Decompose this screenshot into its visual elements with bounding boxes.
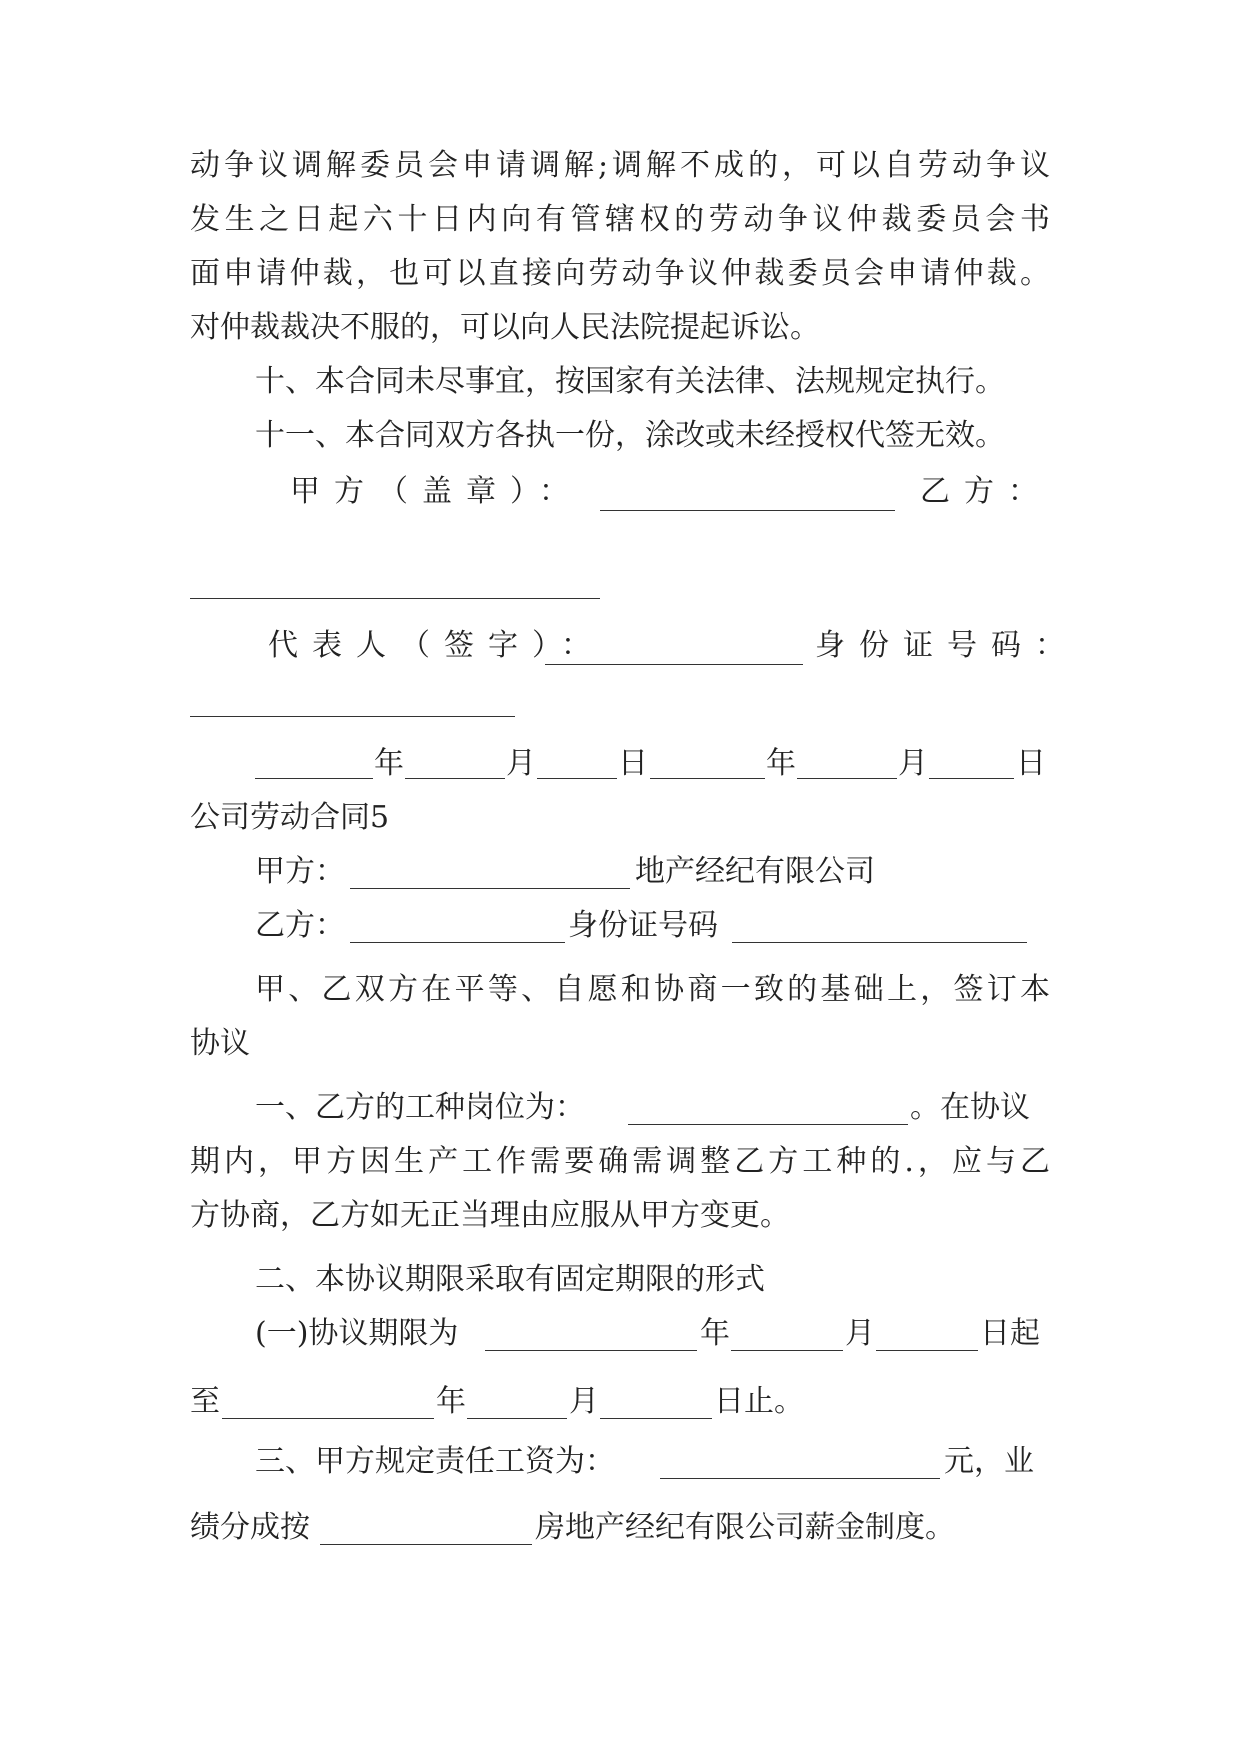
date-day-label-2: 日	[1016, 746, 1046, 781]
c5-clause2: 二、本协议期限采取有固定期限的形式	[255, 1262, 765, 1297]
id-number-label: 身份证号码：	[815, 628, 1079, 663]
c5-term-label: (一)协议期限为	[255, 1316, 459, 1351]
c5-intro-line: 甲、乙双方在平等、自愿和协商一致的基础上，签订本	[255, 972, 1050, 1007]
date-year-blank-2	[650, 778, 765, 779]
date-month-label-2: 月	[898, 746, 928, 781]
party-a-seal-label: 甲方（盖章）：	[290, 474, 583, 509]
c5-clause1-line: 期内，甲方因生产工作需要确需调整乙方工种的.，应与乙	[190, 1144, 1050, 1179]
party-b-blank	[190, 598, 600, 599]
c5-party-b-id-blank	[732, 942, 1027, 943]
c5-intro-line: 协议	[190, 1026, 250, 1061]
c5-term-start-day-blank	[876, 1350, 978, 1351]
c5-clause1-line: 方协商，乙方如无正当理由应服从甲方变更。	[190, 1198, 790, 1233]
date-month-label: 月	[506, 746, 536, 781]
c5-commission-tail: 房地产经纪有限公司薪金制度。	[535, 1510, 955, 1545]
date-year-label: 年	[374, 746, 404, 781]
c5-term-end-day-blank	[600, 1418, 712, 1419]
c5-clause3-tail: 元，业	[944, 1444, 1034, 1479]
date-day-blank-2	[929, 778, 1014, 779]
date-year-label-2: 年	[766, 746, 796, 781]
c5-term-end-year-blank	[222, 1418, 434, 1419]
c5-party-a-suffix: 地产经纪有限公司	[635, 854, 875, 889]
c5-term-end-month-blank	[467, 1418, 567, 1419]
c5-clause1-label: 一、乙方的工种岗位为：	[255, 1090, 585, 1125]
c5-clause1-blank	[628, 1124, 908, 1125]
c5-commission-label: 绩分成按	[190, 1510, 310, 1545]
party-b-label: 乙方：	[920, 474, 1052, 509]
date-day-blank	[537, 778, 617, 779]
paragraph-line: 动争议调解委员会申请调解;调解不成的，可以自劳动争议	[190, 148, 1050, 183]
c5-term-to: 至	[190, 1384, 220, 1419]
c5-party-b-label: 乙方：	[255, 908, 345, 943]
c5-party-b-blank	[350, 942, 565, 943]
c5-term-day-start: 日起	[980, 1316, 1040, 1351]
c5-party-b-id-label: 身份证号码	[568, 908, 718, 943]
c5-clause1-tail: 。在协议	[910, 1090, 1030, 1125]
contract-title: 公司劳动合同5	[190, 800, 390, 835]
c5-term-end-year: 年	[436, 1384, 466, 1419]
clause-eleven: 十一、本合同双方各执一份，涂改或未经授权代签无效。	[255, 418, 1005, 453]
date-month-blank	[405, 778, 505, 779]
c5-term-month: 月	[845, 1316, 875, 1351]
clause-ten: 十、本合同未尽事宜，按国家有关法律、法规规定执行。	[255, 364, 1005, 399]
c5-party-a-label: 甲方：	[255, 854, 345, 889]
c5-term-end-month: 月	[569, 1384, 599, 1419]
c5-clause3-label: 三、甲方规定责任工资为：	[255, 1444, 615, 1479]
party-a-seal-blank	[600, 510, 895, 511]
paragraph-line: 对仲裁裁决不服的，可以向人民法院提起诉讼。	[190, 310, 820, 345]
paragraph-line: 发生之日起六十日内向有管辖权的劳动争议仲裁委员会书	[190, 202, 1050, 237]
date-year-blank	[255, 778, 373, 779]
c5-term-start-year-blank	[485, 1350, 697, 1351]
date-month-blank-2	[797, 778, 897, 779]
representative-label: 代表人（签字）：	[268, 628, 605, 663]
c5-commission-blank	[320, 1544, 532, 1545]
date-day-label: 日	[618, 746, 648, 781]
c5-salary-blank	[660, 1478, 940, 1479]
c5-term-year: 年	[700, 1316, 730, 1351]
c5-term-start-month-blank	[731, 1350, 843, 1351]
id-number-blank	[190, 716, 515, 717]
representative-blank	[545, 664, 803, 665]
c5-party-a-blank	[350, 888, 630, 889]
c5-term-end-day: 日止。	[714, 1384, 804, 1419]
paragraph-line: 面申请仲裁，也可以直接向劳动争议仲裁委员会申请仲裁。	[190, 256, 1050, 291]
